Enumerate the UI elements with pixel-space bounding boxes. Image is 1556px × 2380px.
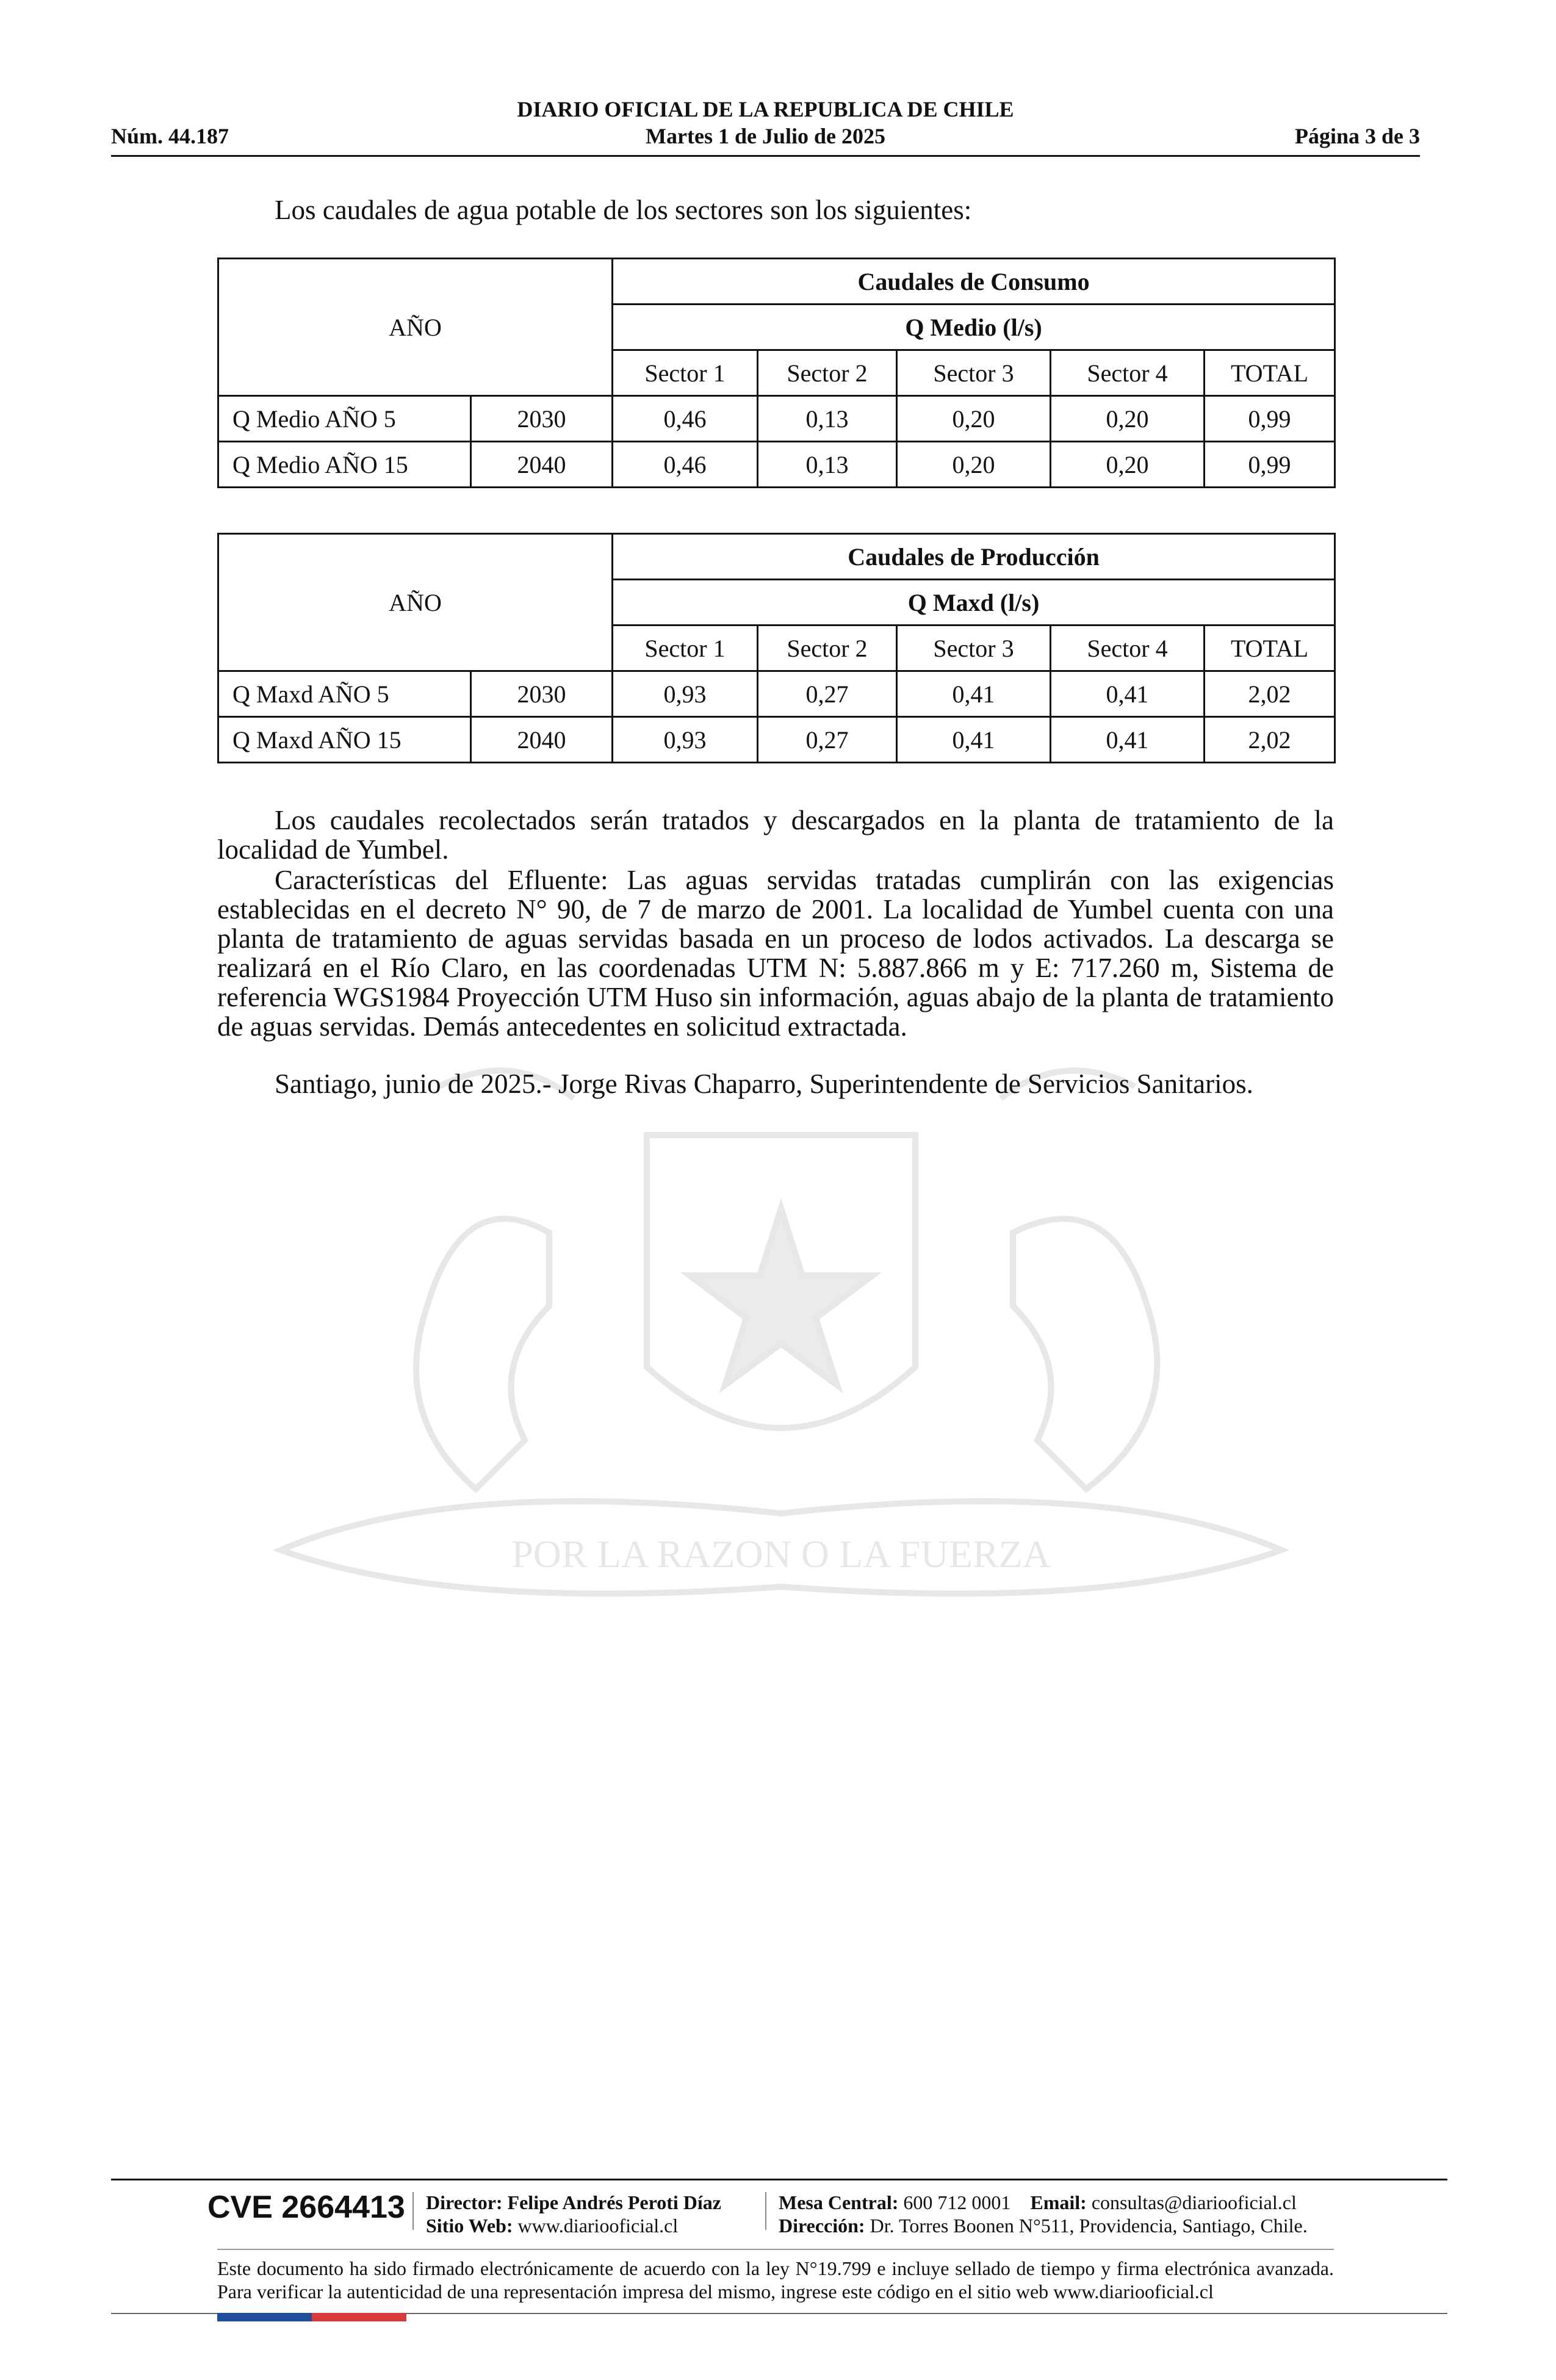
paragraph-text: Características del Efluente: Las aguas servidas tratadas cumplirán con las exigencias establecidas en el decreto N° 90, de 7 de marzo de 2001. La localidad de Yumbel cuenta con una planta de tratamiento de aguas servidas basada en un proceso de lodos activados. La descarga se realizará en el Río Claro, en las coordenadas UTM N: 5.887.866 m y E: 717.260 m, Sistema de referencia WGS1984 Proyección UTM Huso sin información, aguas abajo de la planta de tratamiento de aguas servidas. Demás antecedentes en solicitud extractada. bbox=[217, 865, 1334, 1042]
cell-value: 2,02 bbox=[1205, 717, 1335, 763]
ano-header: AÑO bbox=[218, 534, 613, 671]
cell-value: 0,20 bbox=[1051, 442, 1205, 488]
row-label: Q Maxd AÑO 5 bbox=[218, 671, 471, 717]
motto-text: POR LA RAZON O LA FUERZA bbox=[511, 1532, 1051, 1576]
cell-value: 0,27 bbox=[758, 717, 897, 763]
column-header: Sector 2 bbox=[758, 350, 897, 396]
table-caudales-consumo bbox=[217, 258, 1336, 488]
footer-rule bbox=[111, 2179, 1447, 2180]
phone-label: Mesa Central: bbox=[779, 2191, 899, 2213]
coat-of-arms-icon bbox=[207, 1050, 1355, 1684]
paragraph-caudales-recolectados bbox=[217, 806, 1334, 864]
cell-value: 0,20 bbox=[897, 396, 1051, 442]
flag-blue bbox=[217, 2313, 312, 2321]
cell-value: 0,20 bbox=[897, 442, 1051, 488]
intro-text: Los caudales de agua potable de los sectores son los siguientes: bbox=[275, 195, 972, 225]
issue-number: Núm. 44.187 bbox=[111, 124, 229, 148]
flag-stripe bbox=[217, 2313, 406, 2321]
cell-value: 0,41 bbox=[1051, 717, 1205, 763]
column-header: Sector 3 bbox=[897, 350, 1051, 396]
table-title: Caudales de Consumo bbox=[613, 259, 1335, 305]
page-header bbox=[111, 92, 1420, 159]
footer-inner-rule bbox=[217, 2249, 1334, 2250]
cell-value: 0,93 bbox=[613, 671, 758, 717]
paragraph-text: Los caudales recolectados serán tratados y descargados en la planta de tratamiento de la localidad de Yumbel. bbox=[217, 805, 1334, 865]
address-label: Dirección: bbox=[779, 2215, 865, 2237]
column-header: Sector 1 bbox=[613, 626, 758, 671]
cell-value: 0,46 bbox=[613, 442, 758, 488]
cell-value: 2,02 bbox=[1205, 671, 1335, 717]
column-header: Sector 4 bbox=[1051, 350, 1205, 396]
ano-header: AÑO bbox=[218, 259, 613, 396]
column-header: Sector 4 bbox=[1051, 626, 1205, 671]
issue-date: Martes 1 de Julio de 2025 bbox=[646, 124, 885, 148]
table-subtitle: Q Maxd (l/s) bbox=[613, 580, 1335, 626]
cell-value: 0,27 bbox=[758, 671, 897, 717]
cell-value: 0,99 bbox=[1205, 442, 1335, 488]
column-header: TOTAL bbox=[1205, 350, 1335, 396]
footer-contact-block bbox=[779, 2191, 1308, 2237]
phone-number: 600 712 0001 bbox=[903, 2191, 1011, 2213]
email-link[interactable]: consultas@diariooficial.cl bbox=[1091, 2191, 1297, 2213]
cell-value: 0,93 bbox=[613, 717, 758, 763]
footer-separator bbox=[765, 2192, 766, 2230]
table-row bbox=[218, 396, 1335, 442]
cell-value: 0,41 bbox=[1051, 671, 1205, 717]
coat-of-arms-watermark bbox=[207, 1050, 1355, 1684]
row-year: 2040 bbox=[471, 717, 613, 763]
header-rule bbox=[111, 155, 1420, 157]
paragraph-efluente bbox=[217, 865, 1334, 1041]
legal-notice: Este documento ha sido firmado electrónicamente de acuerdo con la ley N°19.799 e incluye sellado de tiempo y firma electrónica avanzada. Para verificar la autenticidad de una representación impresa del mismo, ingrese este código en el sitio web www.diariooficial.cl bbox=[217, 2257, 1334, 2302]
column-header: Sector 3 bbox=[897, 626, 1051, 671]
column-header: TOTAL bbox=[1205, 626, 1335, 671]
table-row bbox=[218, 717, 1335, 763]
cell-value: 0,99 bbox=[1205, 396, 1335, 442]
row-label: Q Medio AÑO 15 bbox=[218, 442, 471, 488]
cell-value: 0,46 bbox=[613, 396, 758, 442]
row-label: Q Medio AÑO 5 bbox=[218, 396, 471, 442]
flag-red bbox=[312, 2313, 406, 2321]
signature-line: Santiago, junio de 2025.- Jorge Rivas Chaparro, Superintendente de Servicios Sanitarios. bbox=[275, 1069, 1253, 1099]
footer-separator bbox=[412, 2192, 414, 2230]
row-label: Q Maxd AÑO 15 bbox=[218, 717, 471, 763]
address-text: Dr. Torres Boonen N°511, Providencia, Santiago, Chile. bbox=[870, 2215, 1308, 2237]
cve-code: CVE 2664413 bbox=[207, 2190, 405, 2225]
website-link[interactable]: www.diariooficial.cl bbox=[517, 2215, 679, 2237]
cell-value: 0,41 bbox=[897, 717, 1051, 763]
row-year: 2030 bbox=[471, 671, 613, 717]
row-year: 2030 bbox=[471, 396, 613, 442]
table-caudales-produccion bbox=[217, 533, 1336, 763]
cell-value: 0,41 bbox=[897, 671, 1051, 717]
table-row bbox=[218, 442, 1335, 488]
director-name: Felipe Andrés Peroti Díaz bbox=[507, 2191, 721, 2213]
email-label: Email: bbox=[1030, 2191, 1087, 2213]
cell-value: 0,20 bbox=[1051, 396, 1205, 442]
column-header: Sector 1 bbox=[613, 350, 758, 396]
cell-value: 0,13 bbox=[758, 442, 897, 488]
website-label: Sitio Web: bbox=[426, 2215, 513, 2237]
table-title: Caudales de Producción bbox=[613, 534, 1335, 580]
director-label: Director: bbox=[426, 2191, 503, 2213]
row-year: 2040 bbox=[471, 442, 613, 488]
table-subtitle: Q Medio (l/s) bbox=[613, 305, 1335, 350]
page-number: Página 3 de 3 bbox=[1294, 124, 1420, 148]
table-row bbox=[218, 671, 1335, 717]
column-header: Sector 2 bbox=[758, 626, 897, 671]
gazette-title: DIARIO OFICIAL DE LA REPUBLICA DE CHILE bbox=[517, 97, 1014, 121]
footer-director-block bbox=[426, 2191, 721, 2237]
cell-value: 0,13 bbox=[758, 396, 897, 442]
